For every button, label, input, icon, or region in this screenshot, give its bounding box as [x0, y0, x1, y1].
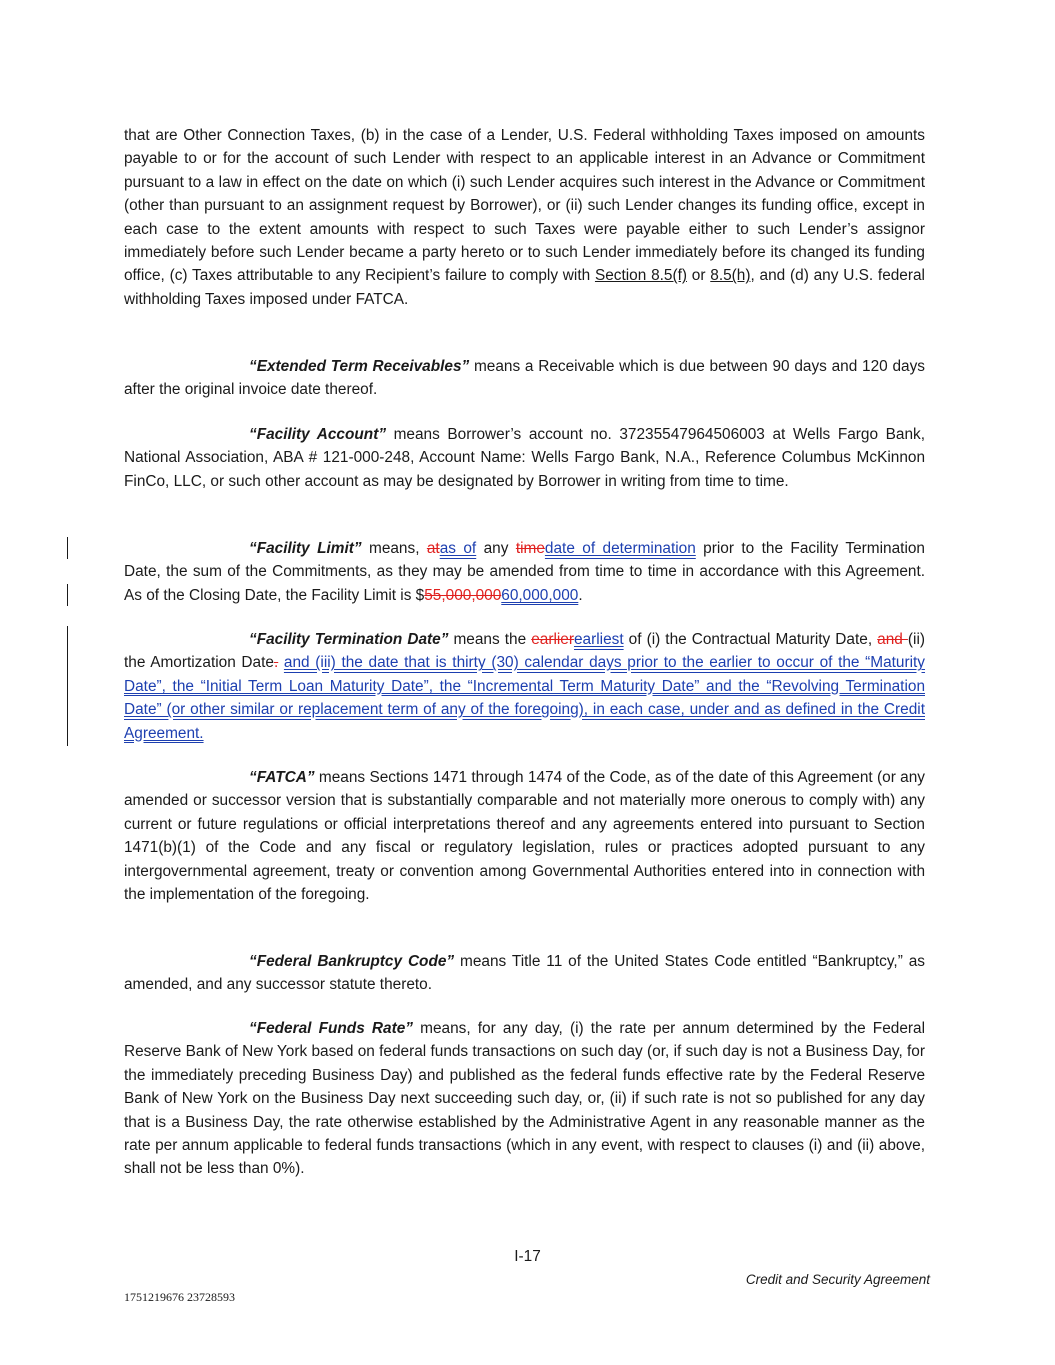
definition-text: means the	[448, 631, 532, 648]
deleted-text: at	[426, 540, 440, 557]
inserted-text: as of	[439, 540, 477, 557]
definition-text: (ii) the Amortization Date	[124, 631, 926, 672]
definition-text: of (i) the Contractual Maturity Date,	[623, 631, 878, 648]
document-id: 1751219676 23728593	[124, 1290, 235, 1304]
inserted-text: and (iii) the date that is thirty (30) calendar days prior to the earlier to occur of the “Maturity Date”, the “Initial Term Loan Maturity Date”, the “Incremental Term Maturity Date” and the “Revolving Termination Date” (or other similar or replacement term of any of the foregoing), in each case, under and as defined in the Credit Agreement.	[124, 654, 926, 742]
defined-term: “Federal Funds Rate”	[249, 1020, 413, 1037]
definition-fatca	[124, 766, 925, 906]
inserted-text: earliest	[573, 631, 624, 648]
defined-term: “Federal Bankruptcy Code”	[249, 953, 455, 970]
defined-term: “Facility Account”	[249, 426, 387, 443]
deleted-text: .	[273, 654, 279, 672]
deleted-text: earlier	[531, 631, 574, 648]
definition-federal-funds-rate	[124, 1017, 925, 1181]
defined-term: “Facility Termination Date”	[249, 631, 449, 648]
defined-term: “FATCA”	[249, 769, 315, 786]
definition-text: means,	[361, 540, 427, 557]
footer-document-title: Credit and Security Agreement	[745, 1272, 930, 1287]
change-bar	[67, 537, 68, 559]
text: or	[687, 267, 711, 285]
change-bar	[67, 626, 68, 746]
deleted-text: and	[877, 631, 908, 648]
deleted-text: 55,000,000	[424, 586, 502, 604]
paragraph-taxes-continued	[124, 124, 925, 311]
section-reference: 8.5(h)	[710, 267, 751, 285]
text: , and (d) any U.S. federal withholding Taxes imposed under FATCA.	[124, 267, 925, 308]
page-number: I-17	[514, 1248, 541, 1265]
definition-extended-term-receivables	[124, 355, 925, 402]
definition-facility-account	[124, 423, 925, 493]
deleted-text: time	[515, 540, 545, 557]
definition-text: means Sections 1471 through 1474 of the Code, as of the date of this Agreement (or any amended or successor version that is substantially comparable and not materially more onerous to comply with) any current or future regulations or official interpretations thereof and any agreements entered into pursuant to Section 1471(b)(1) of the Code and any fiscal or regulatory legislation, rules or practices adopted pursuant to any intergovernmental agreement, treaty or convention among Governmental Authorities entered into in connection with the implementation of the foregoing.	[124, 769, 925, 904]
inserted-text: 60,000,000	[501, 586, 579, 604]
defined-term: “Facility Limit”	[249, 540, 362, 557]
definition-federal-bankruptcy-code	[124, 950, 925, 997]
definition-text: means, for any day, (i) the rate per annum determined by the Federal Reserve Bank of New York based on federal funds transactions on such day (or, if such day is not a Business Day, for the immediately preceding Business Day) and published as the federal funds effective rate by the Federal Reserve Bank of New York on the Business Day next succeeding such day, or, (ii) if such rate is not so published for any day that is a Business Day, the rate otherwise established by the Administrative Agent in any reasonable manner as the rate per annum applicable to federal funds transactions (which in any event, with respect to clauses (i) and (ii) above, shall not be less than 0%).	[124, 1020, 925, 1178]
definition-facility-termination-date	[124, 628, 925, 745]
definition-text: means Borrower’s account no. 37235547964506003 at Wells Fargo Bank, National Association, ABA # 121-000-248, Account Name: Wells Fargo Bank, N.A., Reference Columbus McKinnon FinCo, LLC, or such other account as may be designated by Borrower in writing from time to time.	[124, 426, 925, 490]
inserted-text: date of determination	[544, 540, 696, 557]
definition-text: prior to the Facility Termination Date, the sum of the Commitments, as they may be amended from time to time in accordance with this Agreement. As of the Closing Date, the Facility Limit is $	[124, 540, 925, 604]
text: that are Other Connection Taxes, (b) in the case of a Lender, U.S. Federal withholding Taxes imposed on amounts payable to or for the account of such Lender with respect to an applicable interest in an Advance or Commitment pursuant to a law in effect on the date on which (i) such Lender acquires such interest in the Advance or Commitment (other than pursuant to an assignment request by Borrower), or (ii) such Lender changes its funding office, except in each case to the extent amounts with respect to such Taxes were payable either to such Lender’s assignor immediately before such Lender became a party hereto or to such Lender immediately before its changed its funding office, (c) Taxes attributable to any Recipient’s failure to comply with	[124, 127, 925, 285]
change-bar	[67, 584, 68, 606]
definition-text: any	[476, 540, 516, 557]
definition-text: .	[578, 586, 583, 604]
defined-term: “Extended Term Receivables”	[249, 358, 470, 375]
definition-text: means Title 11 of the United States Code entitled “Bankruptcy,” as amended, and any successor statute thereto.	[124, 953, 925, 994]
definition-text: means a Receivable which is due between 90 days and 120 days after the original invoice date thereof.	[124, 358, 925, 399]
definition-facility-limit	[124, 537, 925, 607]
section-reference: Section 8.5(f)	[594, 267, 687, 285]
